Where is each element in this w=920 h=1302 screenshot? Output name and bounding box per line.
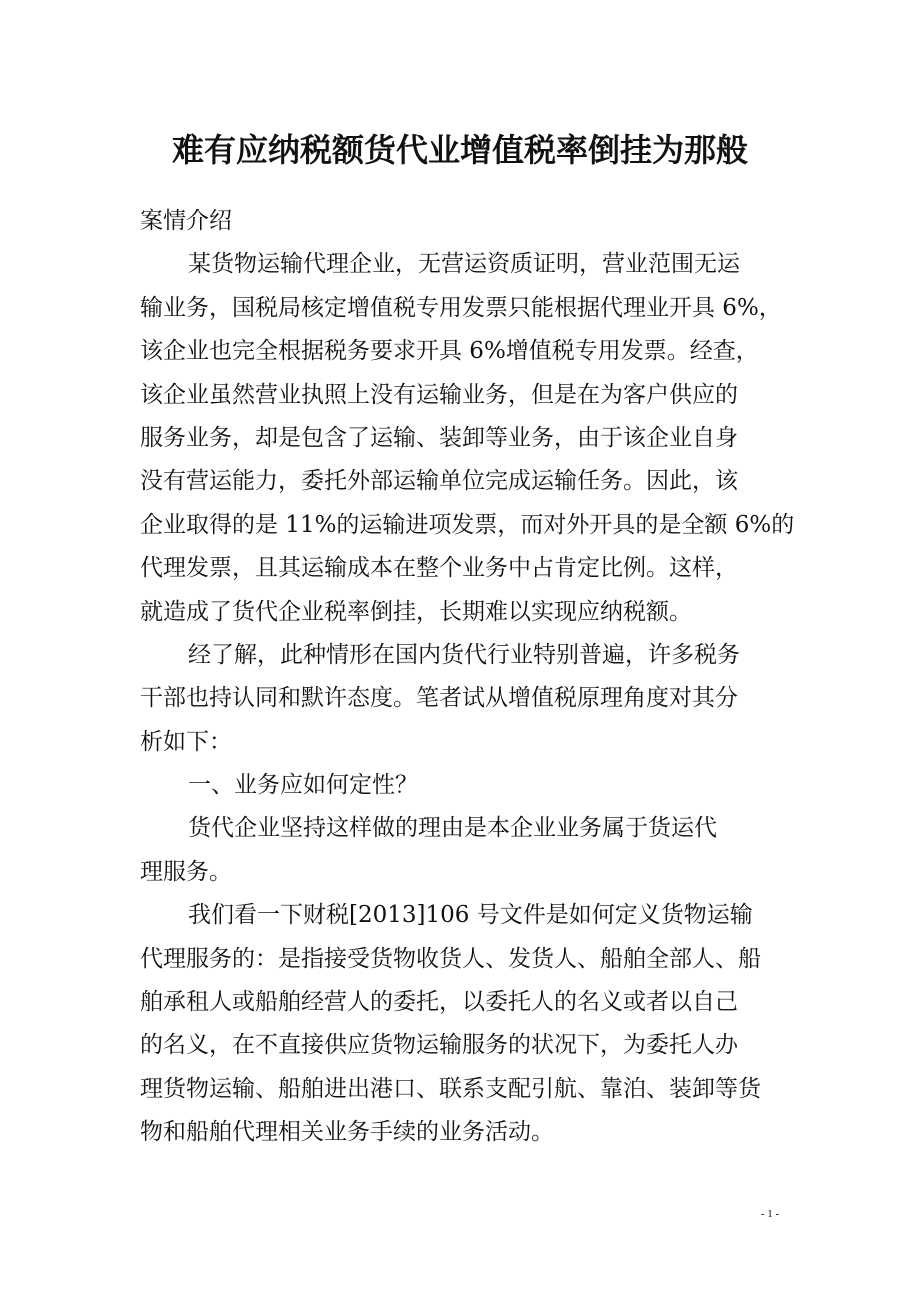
paragraph-line: 我们看一下财税[2013]106 号文件是如何定义货物运输 (188, 902, 753, 929)
page-number: - 1 - (760, 1208, 780, 1220)
paragraph-line: 某货物运输代理企业，无营运资质证明，营业范围无运 (188, 251, 740, 278)
section-heading-case: 案情介绍 (140, 208, 232, 234)
paragraph-line: 的名义，在不直接供应货物运输服务的状况下，为委托人办 (140, 1032, 738, 1059)
paragraph-line: 货代企业坚持这样做的理由是本企业业务属于货运代 (188, 815, 717, 842)
paragraph-line: 舶承租人或船舶经营人的委托，以委托人的名义或者以自己 (140, 989, 738, 1016)
paragraph-line: 服务业务，却是包含了运输、装卸等业务，由于该企业自身 (140, 424, 738, 451)
paragraph-line: 干部也持认同和默许态度。笔者试从增值税原理角度对其分 (140, 685, 738, 712)
paragraph-line: 没有营运能力，委托外部运输单位完成运输任务。因此，该 (140, 468, 738, 495)
document-body (140, 200, 820, 1155)
paragraph-line: 经了解，此种情形在国内货代行业特别普遍，许多税务 (188, 641, 740, 668)
paragraph-line: 理货物运输、船舶进出港口、联系支配引航、靠泊、装卸等货 (140, 1075, 761, 1102)
paragraph-line: 该企业也完全根据税务要求开具 6%增值税专用发票。经查， (140, 338, 759, 365)
paragraph-line: 物和船舶代理相关业务手续的业务活动。 (140, 1119, 554, 1146)
paragraph-line: 企业取得的是 11%的运输进项发票，而对外开具的是全额 6%的 (140, 511, 795, 538)
paragraph-line: 理服务。 (140, 858, 232, 885)
section-heading-1: 一、业务应如何定性？ (188, 772, 418, 799)
paragraph-line: 析如下： (140, 728, 232, 755)
document-title: 难有应纳税额货代业增值税率倒挂为那般 (171, 131, 748, 169)
paragraph-line: 代理发票，且其运输成本在整个业务中占肯定比例。这样， (140, 555, 738, 582)
paragraph-line: 输业务，国税局核定增值税专用发票只能根据代理业开具 6%， (140, 294, 782, 321)
paragraph-line: 该企业虽然营业执照上没有运输业务，但是在为客户供应的 (140, 381, 738, 408)
paragraph-line: 就造成了货代企业税率倒挂，长期难以实现应纳税额。 (140, 598, 692, 625)
paragraph-line: 代理服务的：是指接受货物收货人、发货人、船舶全部人、船 (140, 945, 761, 972)
